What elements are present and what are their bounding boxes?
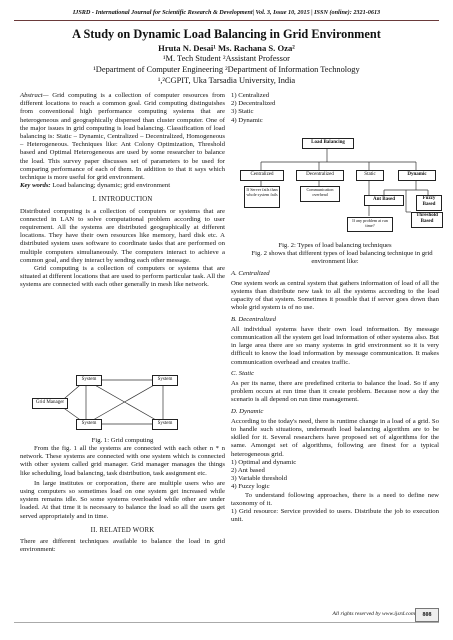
- dynamic-approach-item: 3) Variable threshold: [231, 475, 287, 483]
- section-d-paragraph-2: To understand following approaches, there is a need to define new taxonomy of it.: [231, 491, 439, 507]
- section-d-heading: D. Dynamic: [231, 407, 264, 415]
- left-column-top: [20, 92, 225, 290]
- paper-title: A Study on Dynamic Load Balancing in Grid Environment: [72, 27, 381, 41]
- fig2-threshold-based-box: Threshold Based: [411, 212, 443, 228]
- section-b-text: All individual systems have their own load information. By message communication all the system get load information of other systems also. But in large area there are so many systems in grid environment so it is very difficult to know the load information by message communication. It makes communication overhead and creates traffic.: [231, 325, 439, 366]
- types-list-item: 4) Dynamic: [231, 116, 263, 124]
- figure-2-explanation: Fig. 2 shows that different types of load balancing technique in grid environment like:: [251, 250, 433, 266]
- right-column-list: [231, 92, 439, 125]
- figure-2-caption: Fig. 2: Types of load balancing techniques: [278, 242, 392, 249]
- abstract: [20, 92, 225, 182]
- fig2-fuzzy-based-box: Fuzzy Based: [416, 195, 442, 211]
- section-a-heading: A. Centralized: [231, 269, 270, 277]
- fig2-decentralized-box: Decentralized: [296, 170, 344, 181]
- types-list-item: 2) Decentralized: [231, 100, 276, 108]
- abstract-label: Abstract—: [20, 92, 49, 99]
- related-work-paragraph: There are different techniques available to balance the load in grid environment:: [20, 538, 225, 554]
- dynamic-approach-item: 2) Ant based: [231, 467, 265, 475]
- figure-1-caption: Fig. 1: Grid computing: [91, 437, 154, 444]
- intro-heading: I. INTRODUCTION: [92, 196, 153, 204]
- dynamic-approaches-list: [231, 459, 439, 492]
- figure-1-grid-diagram: [28, 366, 223, 438]
- right-column-text: [231, 242, 439, 525]
- intro-paragraph-4: In large institutes or corporation, there are multiple users who are using computers so sometimes load on one system get increased while system remains idle. So some systems overloaded while other are under loaded. At that time it is necessary to balance the load so all the users get served appropriately and in time.: [20, 479, 225, 520]
- keywords-text: Load balancing; dynamic; grid environment: [50, 182, 171, 190]
- affiliation-line-1: ¹M. Tech Student ²Assistant Professor: [163, 54, 290, 63]
- fig2-centralized-box: Centralized: [240, 170, 284, 181]
- dynamic-approach-item: 4) Fuzzy logic: [231, 483, 270, 491]
- system-box-top-left: System: [76, 375, 102, 386]
- fig2-static-note: If any problem at run time?: [347, 217, 393, 232]
- types-list-item: 3) Static: [231, 108, 254, 116]
- affiliation-line-2: ¹Department of Computer Engineering ²Department of Information Technology: [93, 65, 360, 74]
- fig2-central-note: If Server fails than whole system fails: [244, 186, 280, 208]
- affiliation-line-3: ¹,²CGPIT, Uka Tarsadia University, India: [157, 76, 296, 85]
- system-box-bottom-left: System: [76, 419, 102, 430]
- keywords-label: Key words:: [20, 182, 51, 190]
- section-a-text: One system work as central system that gathers information of load of all the systems than distribute new task to all the systems according to the load capacity of that system. Sometimes it possible that if server goes down than whole grid system is of no use.: [231, 279, 439, 312]
- fig2-ant-based-box: Ant Based: [364, 195, 404, 206]
- section-b-heading: B. Decentralized: [231, 315, 276, 323]
- intro-paragraph-1: Distributed computing is a collection of computers or systems that are connected in LAN to solve computational problem according to user requirement. All the systems are distributed geographically at different locations. They have their own resources like memory, hard disk etc. A distributed system uses software to coordinate tasks that are performed on multiple computers simultaneously. The computers interact to achieve a common goal, and they interact by sending each other message.: [20, 207, 225, 264]
- journal-header: IJSRD - International Journal for Scientific Research & Development| Vol. 3, Issue 10, 2015 | ISSN (online): 2321-0613: [72, 9, 381, 16]
- section-c-text: As per its name, there are predefined criteria to balance the load. So if any problem occurs at run time than it create problem. Because now a day the scenario is all depend on run time management.: [231, 380, 439, 404]
- figure-2-load-balancing-tree: [236, 128, 441, 238]
- section-d-text: According to the today's need, there is runtime change in a load of a grid. So to handle such situations, underneath load balancing algorithm are to be skilled for it. Several researchers have proposed set of algorithms for the same. Amongst set of algorithms, following are finest for a typical heterogeneous grid.: [231, 417, 439, 458]
- system-box-top-right: System: [152, 375, 178, 386]
- keywords: [20, 182, 225, 190]
- system-box-bottom-right: System: [152, 419, 178, 430]
- intro-paragraph-3: From the fig. 1 all the systems are connected with each other n * n network. These systems are connected with one system which is connected with other system called grid manager. Grid manager manages the things like scheduling, load balancing, task distribution, task assignment etc.: [20, 445, 225, 477]
- grid-manager-box: Grid Manager: [32, 398, 68, 409]
- intro-paragraph-2: Grid computing is a collection of computers or systems that are situated at different locations that are used to perform particular task. All the systems are connected with each other generally in mesh like network.: [20, 265, 225, 289]
- abstract-text: Grid computing is a collection of computer resources from different locations to reach a common goal. Grid computing distinguishes from conventional high performance computing systems that are heterogeneous and geographically dispersed than cluster computer. One of the major issues in grid computing is load balancing. Classification of load balancing is: Static – Dynamic, Centralized – Decentralized, Homogeneous – Heterogeneous. Techniques like: Ant Colony Optimization, Threshold based and Optimal Heterogeneous are used by some researcher to balance the load. This survey paper discusses set of parameters to be used for comparing performance of each of them. In addition to that it says which technique is more useful for grid environment.: [20, 92, 225, 182]
- footer-rights: All rights reserved by www.ijsrd.com: [332, 611, 415, 617]
- header-rule: [14, 20, 439, 21]
- section-c-heading: C. Static: [231, 369, 255, 377]
- fig2-dynamic-box: Dynamic: [398, 170, 436, 181]
- fig2-decentral-note: Communication overhead: [300, 186, 340, 202]
- page-number: 808: [415, 608, 439, 622]
- types-list-item: 1) Centralized: [231, 92, 270, 99]
- section-d-paragraph-3: 1) Grid resource: Service provided to users. Distribute the job to execution unit.: [231, 508, 439, 524]
- fig2-static-box: Static: [356, 170, 384, 181]
- related-work-heading: II. RELATED WORK: [90, 526, 155, 534]
- types-list: [231, 92, 439, 125]
- footer-rule: [14, 622, 439, 623]
- fig2-root-box: Load Balancing: [302, 138, 354, 149]
- left-column-bottom: [20, 445, 225, 554]
- paper-authors: Hruta N. Desai¹ Ms. Rachana S. Oza²: [158, 43, 295, 53]
- dynamic-approach-item: 1) Optimal and dynamic: [231, 458, 297, 466]
